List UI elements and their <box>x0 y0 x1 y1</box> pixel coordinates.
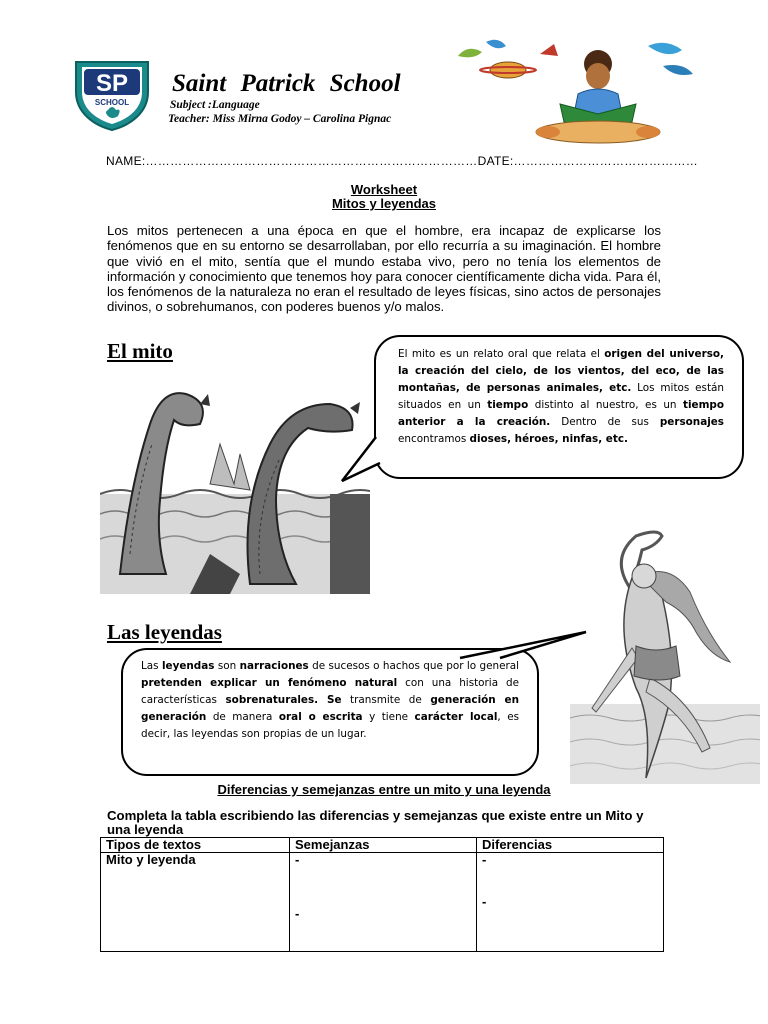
diferencias-dash-1: - <box>482 852 487 867</box>
comparison-title: Diferencias y semejanzas entre un mito y una leyenda <box>217 782 551 797</box>
leyendas-text-2: son <box>214 660 240 672</box>
name-date-line[interactable]: NAME:………………………………………………………………………DATE:……………………………………… <box>106 154 699 168</box>
leyendas-bubble-tail <box>440 630 590 660</box>
leyendas-bold-1: leyendas <box>161 660 215 672</box>
subject-line: Subject :Language <box>170 99 260 111</box>
mito-bold-3: tiempo anterior a la creación. <box>398 399 724 428</box>
mito-speech-bubble <box>374 335 744 479</box>
nymph-illustration <box>570 528 760 784</box>
mito-text-1: El mito es un relato oral que relata el <box>398 348 605 360</box>
leyendas-text-1: Las <box>141 660 162 672</box>
table-header-row <box>101 838 664 853</box>
leyendas-bold-3: pretenden explicar un fenómeno natural <box>141 677 398 689</box>
semejanzas-dash-2: - <box>295 906 300 921</box>
leyendas-text-5: transmite de <box>341 694 431 706</box>
semejanzas-dash-1: - <box>295 852 300 867</box>
diferencias-cell[interactable] <box>477 853 664 952</box>
mito-bold-5: dioses, héroes, ninfas, etc. <box>469 433 628 445</box>
intro-paragraph: Los mitos pertenecen a una época en que el hombre, era incapaz de explicarse los fenómenos que en su entorno se desarrollaban, por ello recurría a su imaginación. El hombre que vivió en el mito, sentía que el mundo estaba vivo, pero no tenía los elementos de información y conocimiento que tenemos hoy para conocer científicamente dicha vida. Para él, los fenómenos de la naturaleza no eran el resultado de leyes físicas, sino actos de personajes divinos, o sobrehumanos, con poderes buenos y/o malos. <box>107 223 661 315</box>
mito-text-2: Los mitos están situados en un <box>398 382 724 411</box>
header-semejanzas: Semejanzas <box>290 838 477 853</box>
leyendas-bold-6: oral o escrita <box>278 711 363 723</box>
leyendas-bold-2: narraciones <box>239 660 309 672</box>
mito-heading: El mito <box>107 339 173 363</box>
leyendas-text-4: con una historia de características <box>141 677 519 706</box>
mito-text-4: Dentro de sus <box>550 416 660 428</box>
leyendas-heading: Las leyendas <box>107 620 222 644</box>
diferencias-dash-2: - <box>482 894 487 909</box>
table-row <box>101 853 664 952</box>
mito-bold-4: personajes <box>659 416 724 428</box>
leyendas-speech-bubble <box>121 648 539 776</box>
teacher-line: Teacher: Miss Mirna Godoy – Carolina Pignac <box>168 113 392 125</box>
semejanzas-cell[interactable] <box>290 853 477 952</box>
comparison-table <box>100 837 664 952</box>
mito-bold-1: origen del universo, la creación del cielo, de los vientos, del eco, de las montañas, de personas animales, etc. <box>398 348 724 394</box>
worksheet-subtitle: Mitos y leyendas <box>331 196 437 211</box>
row-label-cell: Mito y leyenda <box>101 853 290 952</box>
leyendas-bold-7: carácter local <box>414 711 498 723</box>
mito-bold-2: tiempo <box>487 399 529 411</box>
leyendas-bold-5: generación en generación <box>141 694 520 723</box>
sea-serpents-illustration <box>100 374 370 594</box>
header-diferencias: Diferencias <box>477 838 664 853</box>
leyendas-text-8: , es decir, las leyendas son propias de un lugar. <box>141 711 520 740</box>
logo-letters: SP <box>95 70 129 97</box>
comparison-instruction: Completa la tabla escribiendo las diferencias y semejanzas que existe entre un Mito y una leyenda <box>107 808 644 837</box>
mito-text-5: encontramos <box>398 433 470 445</box>
school-name: Saint Patrick School <box>172 70 401 97</box>
leyendas-text-3: de sucesos o hachos que por lo general <box>308 660 519 672</box>
mito-bubble-tail <box>340 435 384 485</box>
leyendas-text-6: de manera <box>206 711 279 723</box>
worksheet-title: Worksheet <box>350 182 418 197</box>
leyendas-text-7: y tiene <box>362 711 415 723</box>
logo-word: SCHOOL <box>94 98 130 107</box>
school-logo <box>70 58 154 132</box>
mito-text-3: distinto al nuestro, es un <box>528 399 683 411</box>
reading-child-illustration <box>448 36 710 146</box>
header-tipos: Tipos de textos <box>101 838 290 853</box>
leyendas-bold-4: sobrenaturales. Se <box>225 694 342 706</box>
